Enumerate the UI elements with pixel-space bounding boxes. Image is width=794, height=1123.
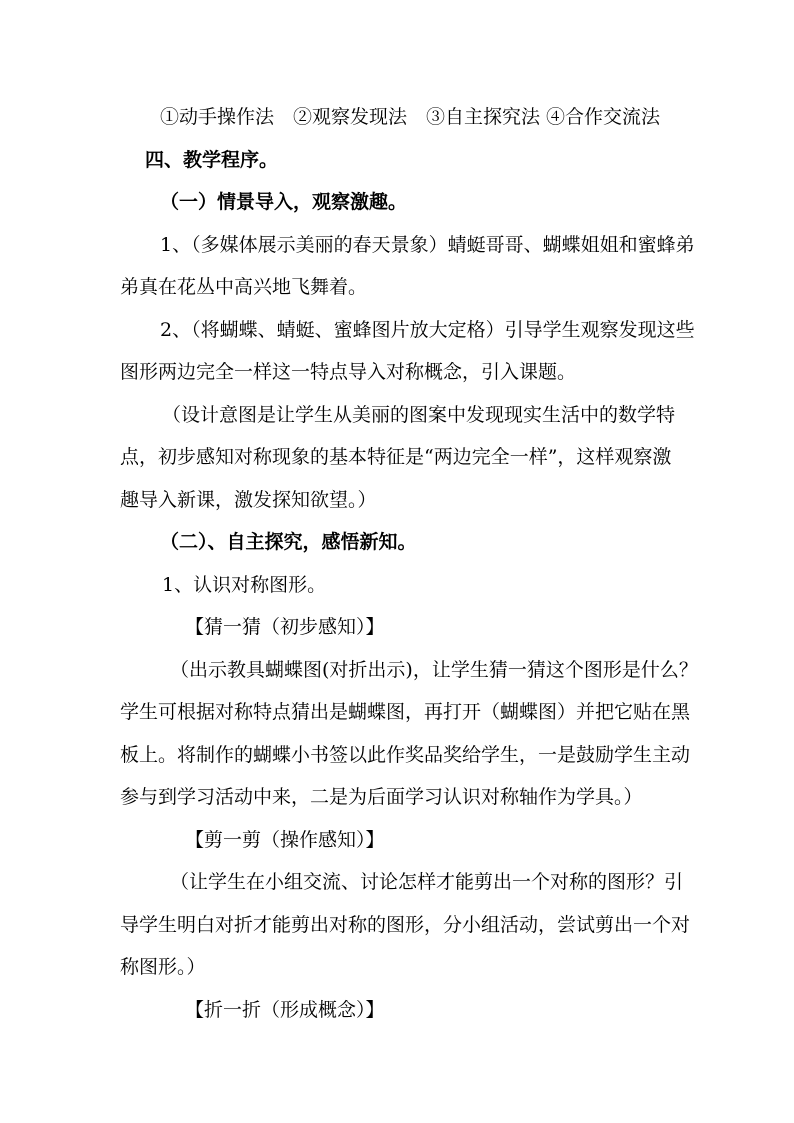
section-heading-teaching-procedure: 四、教学程序。 (145, 149, 279, 171)
cut-subheading: 【剪一剪（操作感知）】 (185, 829, 385, 851)
part1-heading: （一）情景导入，观察激趣。 (160, 191, 408, 213)
cut-paragraph-line3: 称图形。） (120, 956, 206, 978)
part1-item1-line2: 弟真在花丛中高兴地飞舞着。 (120, 276, 368, 298)
part1-item2-line1: 2、（将蝴蝶、蜻蜓、蜜蜂图片放大定格）引导学生观察发现这些 (160, 319, 695, 341)
part2-heading: （二）、自主探究，感悟新知。 (160, 531, 417, 553)
guess-paragraph-line2: 学生可根据对称特点猜出是蝴蝶图，再打开（蝴蝶图）并把它贴在黑 (120, 701, 691, 723)
teaching-methods-line: ①动手操作法 ②观察发现法 ③自主探究法 ④合作交流法 (160, 106, 661, 128)
guess-subheading: 【猜一猜（初步感知）】 (185, 616, 385, 638)
guess-paragraph-line3: 板上。将制作的蝴蝶小书签以此作奖品奖给学生，一是鼓励学生主动 (120, 744, 691, 766)
part2-item1: 1、认识对称图形。 (162, 574, 327, 596)
part1-item1-line1: 1、（多媒体展示美丽的春天景象）蜻蜓哥哥、蝴蝶姐姐和蜜蜂弟 (160, 234, 695, 256)
guess-paragraph-line1: （出示教具蝴蝶图(对折出示)，让学生猜一猜这个图形是什么？ (170, 659, 698, 681)
fold-subheading: 【折一折（形成概念）】 (185, 999, 385, 1021)
guess-paragraph-line4: 参与到学习活动中来，二是为后面学习认识对称轴作为学具。） (120, 786, 643, 808)
part1-design-intent-line3: 趣导入新课，激发探知欲望。） (120, 489, 377, 511)
cut-paragraph-line1: （让学生在小组交流、讨论怎样才能剪出一个对称的图形？引 (170, 871, 684, 893)
part1-item2-line2: 图形两边完全一样这一特点导入对称概念，引入课题。 (120, 361, 577, 383)
part1-design-intent-line1: （设计意图是让学生从美丽的图案中发现现实生活中的数学特 (162, 404, 676, 426)
part1-design-intent-line2: 点，初步感知对称现象的基本特征是“两边完全一样”，这样观察激 (120, 446, 672, 468)
cut-paragraph-line2: 导学生明白对折才能剪出对称的图形，分小组活动，尝试剪出一个对 (120, 914, 691, 936)
